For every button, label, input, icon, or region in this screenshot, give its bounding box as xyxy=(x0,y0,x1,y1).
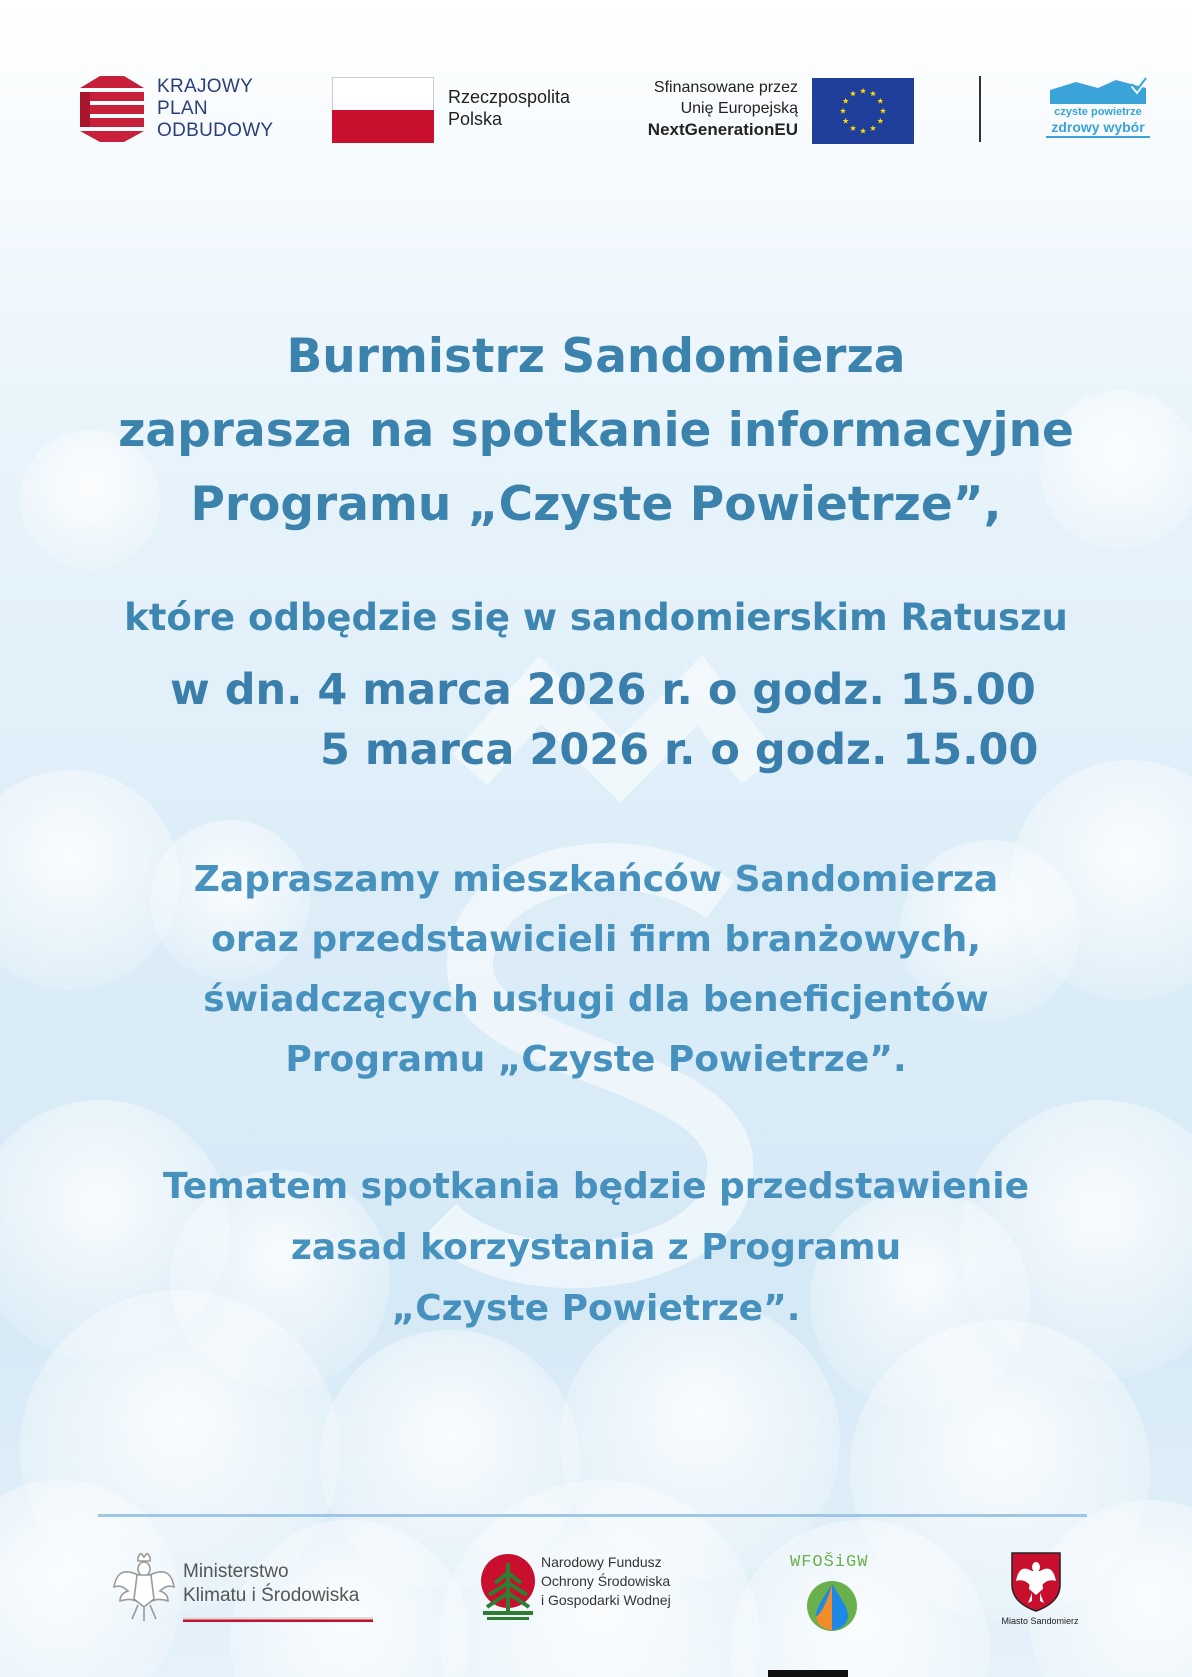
nfosigw-tree-icon xyxy=(479,1553,537,1621)
white-eagle-icon xyxy=(112,1553,176,1623)
eu-funding-text: Sfinansowane przez Unię Europejską NextGenerationEU xyxy=(647,79,798,139)
invitation-text: Zapraszamy mieszkańców Sandomierza oraz przedstawicieli firm branżowych, świadczących usługi dla beneficjentów Programu „Czyste Powietrze”. xyxy=(193,859,999,1080)
ministry-text: Ministerstwo Klimatu i Środowiska xyxy=(183,1561,360,1606)
rp-logo-text: Rzeczpospolita Polska xyxy=(448,87,571,129)
eu-flag-icon xyxy=(812,78,914,144)
kpo-logo-icon xyxy=(80,74,146,142)
czyste-powietrze-house-icon xyxy=(1046,76,1150,106)
date-line-1: w dn. 4 marca 2026 r. o godz. 15.00 xyxy=(170,665,1036,715)
ministry-underline xyxy=(183,1617,373,1622)
nfosigw-text: Narodowy Fundusz Ochrony Środowiska i Gospodarki Wodnej xyxy=(541,1554,671,1608)
cp-underline xyxy=(1046,136,1150,138)
bottom-tab-marker xyxy=(768,1670,848,1677)
header-separator xyxy=(979,76,981,142)
date-line-2: 5 marca 2026 r. o godz. 15.00 xyxy=(320,725,1039,775)
czyste-powietrze-logo-text: czyste powietrze zdrowy wybór xyxy=(1046,106,1150,138)
page-title: Burmistrz Sandomierza zaprasza na spotkanie informacyjne Programu „Czyste Powietrze”, xyxy=(118,329,1074,532)
polish-flag-icon xyxy=(332,77,434,143)
wfosigw-drop-icon xyxy=(802,1578,862,1632)
sandomierz-coat-of-arms-icon xyxy=(1010,1551,1062,1613)
kpo-logo-text: KRAJOWY PLAN ODBUDOWY xyxy=(157,76,274,141)
footer-divider xyxy=(98,1514,1087,1517)
venue-text: które odbędzie się w sandomierskim Ratuszu xyxy=(124,596,1068,639)
topic-text: Tematem spotkania będzie przedstawienie zasad korzystania z Programu „Czyste Powietrze”. xyxy=(162,1166,1030,1329)
wfosigw-text: WFOŠiGW xyxy=(790,1553,869,1572)
city-label: Miasto Sandomierz xyxy=(1001,1616,1079,1626)
